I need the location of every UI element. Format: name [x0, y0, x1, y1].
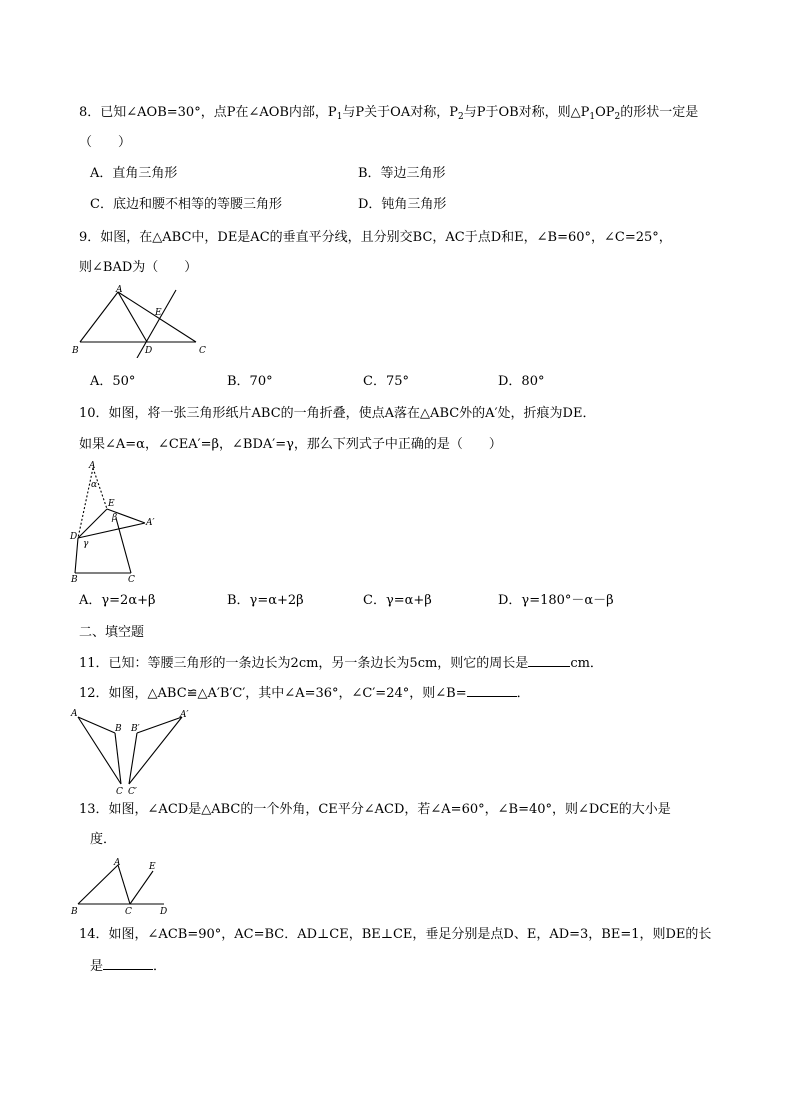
q10-label-c: C [128, 575, 135, 585]
q13-label-d: D [160, 907, 168, 917]
q9-segment-ad [118, 292, 147, 342]
q10-option-b: B．γ=α+2β [227, 593, 304, 608]
q12-figure [68, 706, 193, 798]
q8-text-a: 8．已知∠AOB=30°，点P在∠AOB内部，P [79, 105, 337, 120]
q8-option-a: A．直角三角形 [90, 166, 178, 181]
q13-label-a: A [114, 858, 121, 868]
q10-option-d: D．γ=180°－α－β [498, 593, 614, 608]
q13-bisector-ce [130, 871, 153, 904]
q10-side-da-prime [78, 523, 145, 538]
q8-text-d: OP [595, 105, 615, 120]
q12-label-c: C [116, 787, 123, 797]
q10-label-a: A [89, 461, 96, 471]
q8-stem [79, 104, 698, 122]
q12-side-b-prime-c-prime [129, 733, 137, 784]
q11-text-b: cm． [570, 656, 603, 671]
q12-answer-blank[interactable] [467, 684, 517, 697]
q12-label-c-prime: C′ [128, 787, 137, 797]
q8-sub4: 2 [614, 112, 621, 122]
q13-label-e: E [149, 862, 156, 872]
q10-side-db [75, 538, 78, 573]
q10-crease-de [78, 509, 107, 538]
q10-label-alpha: α [91, 480, 98, 490]
q13-side-ac [118, 865, 130, 904]
q10-option-c: C．γ=α+β [363, 593, 432, 608]
q12-stem [79, 684, 530, 703]
q11-text-a: 11．已知：等腰三角形的一条边长为2cm，另一条边长为5cm，则它的周长是 [79, 656, 529, 671]
q9-option-a: A．50° [90, 374, 136, 389]
q8-sub1: 1 [336, 112, 343, 122]
q13-label-b: B [71, 907, 78, 917]
q9-label-e: E [155, 308, 162, 318]
q10-label-d: D [70, 532, 78, 542]
q9-label-a: A [116, 285, 123, 295]
q9-label-b: B [72, 346, 79, 356]
q13-side-ab [78, 865, 118, 904]
q10-figure [68, 456, 168, 586]
q13-line1: 13．如图，∠ACD是△ABC的一个外角，CE平分∠ACD，若∠A=60°，∠B=40°，则∠DCE的大小是 [79, 802, 671, 817]
q10-label-e: E [108, 499, 115, 509]
q12-label-a: A [71, 709, 78, 719]
q9-side-ab [80, 292, 118, 342]
q9-option-d: D．80° [498, 374, 545, 389]
q9-option-c: C．75° [363, 374, 409, 389]
section-title-fill-in: 二、填空题 [79, 625, 145, 640]
q14-answer-blank[interactable] [103, 957, 153, 970]
q10-folded-side-ad [78, 468, 93, 538]
q10-label-beta: β [112, 513, 118, 523]
q9-line2: 则∠BAD为（ ） [79, 260, 198, 275]
q9-label-c: C [199, 346, 206, 356]
q10-label-b: B [71, 575, 78, 585]
q9-label-d: D [145, 346, 153, 356]
q14-line2 [90, 957, 166, 976]
q8-sub3: 1 [589, 112, 596, 122]
q8-option-d: D．钝角三角形 [358, 197, 447, 212]
q8-text-e: 的形状一定是 [620, 105, 699, 120]
q9-line1: 9．如图，在△ABC中，DE是AC的垂直平分线，且分别交BC，AC于点D和E，∠B=60°，∠C=25°， [79, 230, 672, 245]
q13-line2: 度． [90, 832, 117, 847]
q8-option-b: B．等边三角形 [358, 166, 446, 181]
q10-option-a: A．γ=2α+β [79, 593, 156, 608]
q12-label-a-prime: A′ [180, 710, 189, 720]
q10-label-gamma: γ [83, 539, 89, 549]
q9-option-b: B．70° [227, 374, 273, 389]
q12-label-b: B [115, 724, 122, 734]
q10-line2: 如果∠A=α，∠CEA′=β，∠BDA′=γ，那么下列式子中正确的是（ ） [79, 437, 502, 452]
q11-answer-blank[interactable] [528, 654, 570, 667]
q14-text-b: ． [153, 959, 167, 974]
q8-text-b: 与P关于OA对称，P [342, 105, 458, 120]
q13-label-c: C [125, 907, 132, 917]
q8-text-c: 与P于OB对称，则△P [463, 105, 590, 120]
q10-line1: 10．如图，将一张三角形纸片ABC的一角折叠，使点A落在△ABC外的A′处，折痕为DE． [79, 406, 596, 421]
q12-label-b-prime: B′ [131, 724, 140, 734]
q13-figure [68, 852, 178, 918]
q14-line1: 14．如图，∠ACB=90°，AC=BC．AD⊥CE，BE⊥CE，垂足分别是点D、E，AD=3，BE=1，则DE的长 [79, 927, 712, 942]
q12-text-a: 12．如图，△ABC≌△A′B′C′，其中∠A=36°，∠C′=24°，则∠B= [79, 686, 467, 701]
q8-paren: （ ） [79, 135, 132, 150]
q11-stem [79, 654, 603, 673]
q8-sub2: 2 [457, 112, 464, 122]
q9-figure [70, 283, 215, 358]
q10-label-a-prime: A′ [146, 518, 155, 528]
q8-option-c: C．底边和腰不相等的等腰三角形 [90, 197, 282, 212]
q12-text-b: ． [516, 686, 530, 701]
q9-perpendicular-bisector [137, 290, 176, 358]
q14-text-a: 是 [90, 959, 104, 974]
